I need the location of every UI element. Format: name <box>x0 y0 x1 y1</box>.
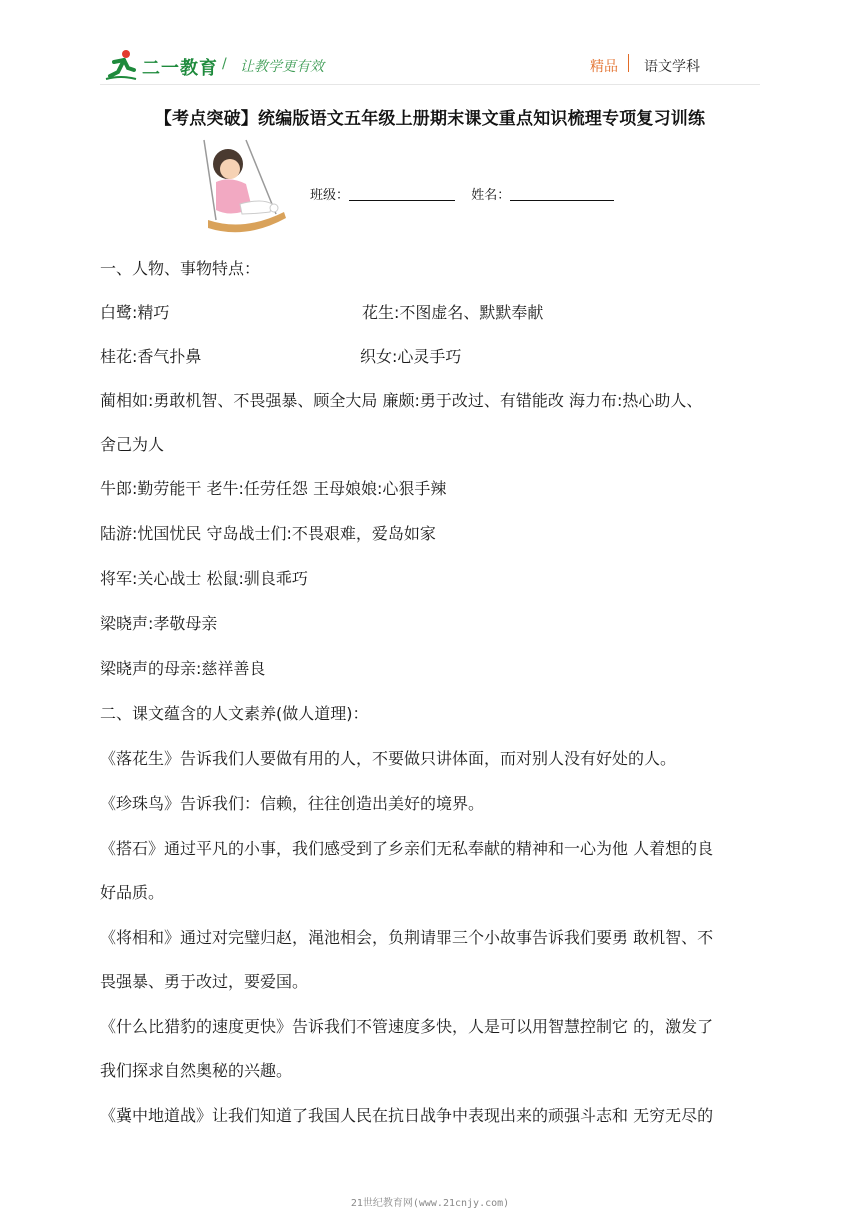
trait-line: 蔺相如:勇敢机智、不畏强暴、顾全大局 廉颇:勇于改过、有错能改 海力布:热心助人、 <box>100 391 703 410</box>
trait-item: 花生:不图虚名、默默奉献 <box>362 303 544 322</box>
list-item <box>100 302 768 324</box>
trait-line: 梁晓声:孝敬母亲 <box>100 614 218 633</box>
runner-logo-icon <box>104 48 138 82</box>
trait-item: 织女:心灵手巧 <box>360 347 462 366</box>
trait-line: 将军:关心战士 松鼠:驯良乖巧 <box>100 569 308 588</box>
girl-on-swing-illustration <box>186 138 290 242</box>
lesson-line: 《珍珠鸟》告诉我们：信赖，往往创造出美好的境界。 <box>100 794 485 813</box>
lesson-line: 好品质。 <box>100 883 165 902</box>
trait-line: 陆游:忧国忧民 守岛战士们:不畏艰难，爱岛如家 <box>100 524 436 543</box>
name-blank[interactable] <box>510 186 614 201</box>
lesson-line: 畏强暴、勇于改过，要爱国。 <box>100 972 309 991</box>
lesson-line: 《搭石》通过平凡的小事，我们感受到了乡亲们无私奉献的精神和一心为他 人着想的良 <box>100 839 714 858</box>
document-body <box>100 258 768 1127</box>
lesson-line: 《落花生》告诉我们人要做有用的人，不要做只讲体面，而对别人没有好处的人。 <box>100 749 677 768</box>
logo-text: 二一教育 <box>142 58 218 79</box>
lesson-line: 我们探求自然奥秘的兴趣。 <box>100 1061 293 1080</box>
lesson-line: 《将相和》通过对完璧归赵，渑池相会，负荆请罪三个小故事告诉我们要勇 敢机智、不 <box>100 928 714 947</box>
slogan: 让教学更有效 <box>240 59 324 75</box>
section-heading: 二、课文蕴含的人文素养(做人道理)： <box>100 704 369 723</box>
class-blank[interactable] <box>349 186 455 201</box>
header-rule <box>100 84 760 85</box>
subject-label: 语文学科 <box>644 59 700 75</box>
trait-line: 牛郎:勤劳能干 老牛:任劳任怨 王母娘娘:心狠手辣 <box>100 479 447 498</box>
page-header <box>0 0 860 90</box>
trait-line: 梁晓声的母亲:慈祥善良 <box>100 659 266 678</box>
student-info-fields <box>310 184 614 203</box>
name-label: 姓名： <box>471 188 511 203</box>
page-footer: 21世纪教育网(www.21cnjy.com) <box>350 1198 510 1209</box>
trait-line: 舍己为人 <box>100 435 165 454</box>
class-label: 班级： <box>310 188 350 203</box>
document-title: 【考点突破】统编版语文五年级上册期末课文重点知识梳理专项复习训练 <box>154 109 706 129</box>
lesson-line: 《冀中地道战》让我们知道了我国人民在抗日战争中表现出来的顽强斗志和 无穷无尽的 <box>100 1106 714 1125</box>
quality-badge: 精品 <box>590 59 618 75</box>
list-item <box>100 346 768 368</box>
lesson-line: 《什么比猎豹的速度更快》告诉我们不管速度多快，人是可以用智慧控制它 的，激发了 <box>100 1017 714 1036</box>
trait-item: 桂花:香气扑鼻 <box>100 347 202 366</box>
section-heading: 一、人物、事物特点： <box>100 259 261 278</box>
slogan-separator: / <box>222 56 227 72</box>
header-divider <box>628 54 629 72</box>
trait-item: 白鹭:精巧 <box>100 303 170 322</box>
